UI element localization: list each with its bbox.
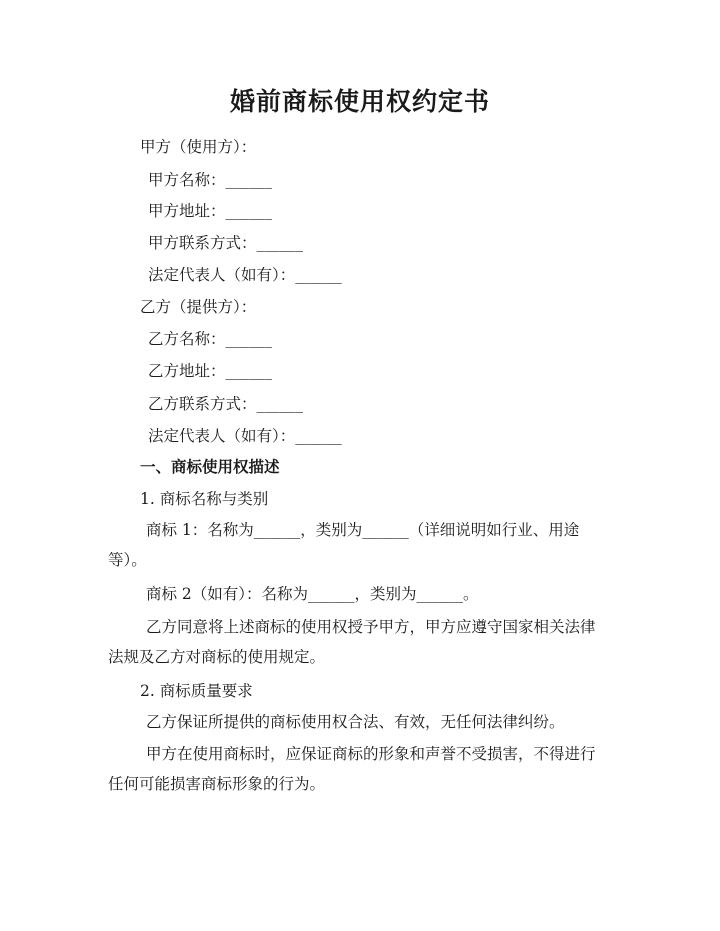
paragraph-protect: 甲方在使用商标时，应保证商标的形象和声誉不受损害，不得进行任何可能损害商标形象的行为。 xyxy=(108,745,596,793)
party-b-representative: 法定代表人（如有）：______ xyxy=(148,427,342,445)
section-heading: 一、商标使用权描述 xyxy=(140,458,280,476)
document-title: 婚前商标使用权约定书 xyxy=(229,87,490,116)
party-a-heading: 甲方（使用方）： xyxy=(140,138,257,156)
paragraph-trademark-1: 商标 1：名称为______，类别为______（详细说明如行业、用途等）。 xyxy=(108,521,580,569)
paragraph-guarantee: 乙方保证所提供的商标使用权合法、有效，无任何法律纠纷。 xyxy=(146,713,565,731)
party-a-address: 甲方地址：______ xyxy=(148,202,273,220)
party-b-contact: 乙方联系方式：______ xyxy=(148,395,304,413)
party-b-heading: 乙方（提供方）： xyxy=(140,298,257,316)
party-a-name: 甲方名称：______ xyxy=(148,171,273,189)
party-b-name: 乙方名称：______ xyxy=(148,330,273,348)
subsection-heading: 1. 商标名称与类别 xyxy=(140,490,269,508)
party-a-contact: 甲方联系方式：______ xyxy=(148,234,304,252)
subsection-heading: 2. 商标质量要求 xyxy=(140,682,253,700)
paragraph-grant: 乙方同意将上述商标的使用权授予甲方，甲方应遵守国家相关法律法规及乙方对商标的使用规定。 xyxy=(108,618,596,666)
party-b-address: 乙方地址：______ xyxy=(148,362,273,380)
paragraph-trademark-2: 商标 2（如有）：名称为______，类别为______。 xyxy=(146,585,479,603)
party-a-representative: 法定代表人（如有）：______ xyxy=(148,266,342,284)
